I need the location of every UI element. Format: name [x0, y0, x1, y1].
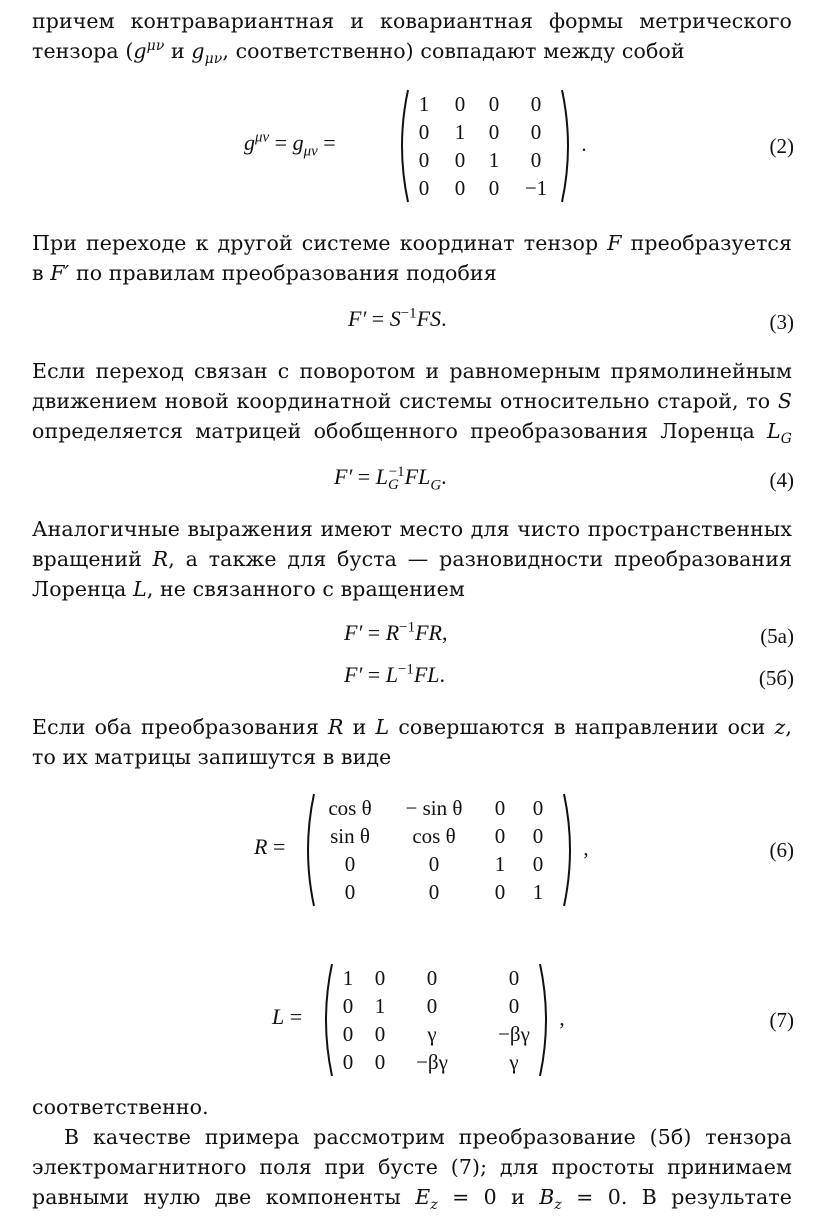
rotation-matrix-cell: cos θ: [412, 824, 456, 848]
rotation-matrix: [300, 790, 590, 910]
boost-matrix-cell: 0: [374, 1022, 386, 1046]
metric-matrix-cell: 1: [454, 120, 466, 144]
metric-matrix-cell: 1: [418, 92, 430, 116]
rotation-matrix-cell: − sin θ: [405, 796, 463, 820]
equation-5a-body: $F' = R^{-1}FR$,: [344, 619, 448, 645]
paragraph-4-line-2: вращений R, а также для буста — разновидности преобразования: [32, 547, 792, 571]
boost-matrix-left-paren: [326, 964, 332, 1076]
paragraph-3-line-3: определяется матрицей обобщенного преобразования Лоренца $L_G$: [32, 419, 792, 448]
equation-6-lhs: R =: [254, 834, 286, 859]
rotation-matrix-cell: 0: [344, 880, 356, 904]
paragraph-2-line-2: в F′ по правилам преобразования подобия: [32, 261, 497, 285]
paragraph-4-line-1: Аналогичные выражения имеют место для чисто пространственных: [32, 517, 792, 541]
equation-4-number: (4): [769, 468, 794, 492]
paragraph-4-line-3: Лоренца L, не связанного с вращением: [32, 577, 465, 601]
metric-matrix-cell: 0: [488, 176, 500, 200]
boost-matrix-cell: 0: [426, 994, 438, 1018]
boost-matrix-cell: 0: [342, 1050, 354, 1074]
rotation-matrix-cell: 0: [428, 852, 440, 876]
boost-matrix-cell: 0: [426, 966, 438, 990]
rotation-matrix-cell: 0: [532, 824, 544, 848]
boost-matrix-cell: 0: [508, 994, 520, 1018]
boost-matrix-cell: −βγ: [416, 1050, 448, 1074]
equation-5a: [0, 614, 816, 654]
metric-matrix: [394, 86, 587, 206]
paragraph-3-line-2: движением новой координатной системы относительно старой, то S: [32, 389, 792, 413]
boost-matrix: [318, 960, 580, 1080]
rotation-matrix-cell: 0: [428, 880, 440, 904]
rotation-matrix-cell: 1: [532, 880, 544, 904]
equation-5a-number: (5а): [760, 624, 794, 648]
rotation-matrix-cell: sin θ: [330, 824, 370, 848]
boost-matrix-cell: 0: [508, 966, 520, 990]
paragraph-7-line-2: электромагнитного поля при бусте (7); для простоты принимаем: [32, 1155, 792, 1179]
metric-matrix-cell: 0: [418, 120, 430, 144]
equation-3-number: (3): [769, 310, 794, 334]
boost-matrix-punctuation: ,: [559, 1006, 565, 1030]
equation-2-lhs: $g^{\mu\nu} = g_{\mu\nu}$ =: [244, 129, 336, 160]
boost-matrix-cell: 0: [342, 1022, 354, 1046]
paragraph-6: соответственно.: [32, 1095, 209, 1119]
metric-matrix-cell: 0: [530, 148, 542, 172]
metric-matrix-cell: 0: [488, 92, 500, 116]
rotation-matrix-punctuation: ,: [583, 836, 589, 860]
rotation-matrix-cell: 0: [494, 824, 506, 848]
rotation-matrix-cell: 0: [344, 852, 356, 876]
rotation-matrix-cell: 0: [494, 880, 506, 904]
equation-5b-body: $F' = L^{-1}FL$.: [344, 661, 446, 687]
paragraph-1-line-1: причем контравариантная и ковариантная формы метрического: [32, 9, 792, 33]
equation-4: [0, 458, 816, 498]
equation-5b: [0, 656, 816, 696]
equation-3: [0, 300, 816, 340]
metric-matrix-punctuation: .: [581, 132, 587, 156]
metric-matrix-cell: 0: [530, 120, 542, 144]
equation-5b-number: (5б): [758, 666, 794, 690]
paragraph-5-line-1: Если оба преобразования R и L совершаются в направлении оси z,: [32, 715, 793, 739]
equation-7-number: (7): [769, 1008, 794, 1032]
rotation-matrix-cell: 0: [494, 796, 506, 820]
metric-matrix-cell: 0: [418, 148, 430, 172]
metric-matrix-cell: 0: [418, 176, 430, 200]
metric-matrix-cell: 0: [488, 120, 500, 144]
metric-matrix-right-paren: [562, 90, 568, 202]
boost-matrix-cell: 0: [342, 994, 354, 1018]
paragraph-2-line-1: При переходе к другой системе координат тензор F преобразуется: [32, 231, 792, 255]
boost-matrix-cell: 1: [342, 966, 354, 990]
metric-matrix-cell: 1: [488, 148, 500, 172]
paragraph-7-line-1: В качестве примера рассмотрим преобразование (5б) тензора: [64, 1125, 792, 1149]
rotation-matrix-cell: cos θ: [328, 796, 372, 820]
paragraph-3-line-1: Если переход связан с поворотом и равномерным прямолинейным: [32, 359, 792, 383]
equation-6-number: (6): [769, 838, 794, 862]
boost-matrix-brackets: [318, 960, 580, 1080]
rotation-matrix-left-paren: [308, 794, 314, 906]
metric-matrix-cell: 0: [454, 176, 466, 200]
metric-matrix-left-paren: [402, 90, 408, 202]
paragraph-7-line-3: равными нулю две компоненты $E_z = 0$ и $B_z = 0$. В результате: [32, 1185, 792, 1214]
equation-2-number: (2): [769, 134, 794, 158]
rotation-matrix-right-paren: [564, 794, 570, 906]
boost-matrix-cell: −βγ: [498, 1022, 530, 1046]
boost-matrix-cell: 0: [374, 966, 386, 990]
equation-7-lhs: L =: [272, 1004, 303, 1029]
paragraph-1-line-2: тензора ($g^{\mu\nu}$ и $g_{\mu\nu}$, соответственно) совпадают между собой: [32, 38, 685, 68]
boost-matrix-cell: 1: [374, 994, 386, 1018]
boost-matrix-right-paren: [540, 964, 546, 1076]
equation-3-body: $F' = S^{-1}FS$.: [348, 305, 447, 331]
rotation-matrix-cell: 0: [532, 796, 544, 820]
boost-matrix-cell: γ: [509, 1050, 519, 1074]
metric-matrix-cell: 0: [454, 148, 466, 172]
rotation-matrix-cell: 1: [494, 852, 506, 876]
rotation-matrix-cell: 0: [532, 852, 544, 876]
metric-matrix-cell: 0: [530, 92, 542, 116]
boost-matrix-cell: 0: [374, 1050, 386, 1074]
equation-4-body: $F' = L_G^{-1}FL_G$.: [334, 463, 447, 494]
boost-matrix-cell: γ: [427, 1022, 437, 1046]
paragraph-5-line-2: то их матрицы запишутся в виде: [32, 745, 392, 769]
metric-matrix-cell: −1: [524, 176, 548, 200]
metric-matrix-cell: 0: [454, 92, 466, 116]
